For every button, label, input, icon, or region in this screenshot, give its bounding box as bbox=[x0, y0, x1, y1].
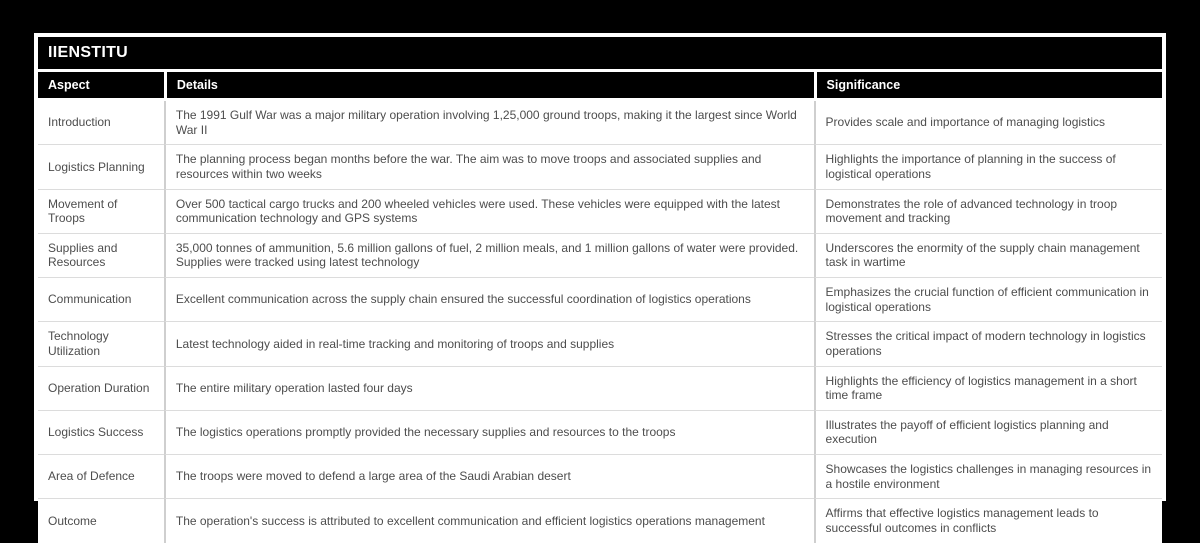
details-cell: The 1991 Gulf War was a major military operation involving 1,25,000 ground troops, making it the largest since World War II bbox=[164, 101, 814, 144]
table-header bbox=[38, 72, 1162, 101]
significance-cell: Highlights the importance of planning in the success of logistical operations bbox=[814, 144, 1162, 188]
details-cell: The troops were moved to defend a large area of the Saudi Arabian desert bbox=[164, 454, 814, 498]
table-row bbox=[38, 277, 1162, 321]
table-card bbox=[34, 33, 1166, 535]
aspect-cell: Supplies and Resources bbox=[38, 233, 164, 277]
logistics-table bbox=[38, 72, 1162, 543]
details-cell: 35,000 tonnes of ammunition, 5.6 million gallons of fuel, 2 million meals, and 1 million gallons of water were provided. Supplies were tracked using latest technology bbox=[164, 233, 814, 277]
significance-cell: Highlights the efficiency of logistics management in a short time frame bbox=[814, 366, 1162, 410]
table-row bbox=[38, 321, 1162, 365]
table-row bbox=[38, 233, 1162, 277]
column-header-details: Details bbox=[164, 72, 814, 101]
aspect-cell: Logistics Success bbox=[38, 410, 164, 454]
significance-cell: Demonstrates the role of advanced technology in troop movement and tracking bbox=[814, 189, 1162, 233]
table-row bbox=[38, 410, 1162, 454]
header-row bbox=[38, 72, 1162, 101]
table-body bbox=[38, 101, 1162, 543]
aspect-cell: Communication bbox=[38, 277, 164, 321]
column-header-aspect: Aspect bbox=[38, 72, 164, 101]
table-row bbox=[38, 189, 1162, 233]
aspect-cell: Outcome bbox=[38, 498, 164, 542]
aspect-cell: Technology Utilization bbox=[38, 321, 164, 365]
significance-cell: Emphasizes the crucial function of efficient communication in logistical operations bbox=[814, 277, 1162, 321]
aspect-cell: Area of Defence bbox=[38, 454, 164, 498]
title-bar bbox=[38, 37, 1162, 69]
details-cell: The planning process began months before the war. The aim was to move troops and associated supplies and resources within two weeks bbox=[164, 144, 814, 188]
table-row bbox=[38, 101, 1162, 144]
details-cell: Excellent communication across the supply chain ensured the successful coordination of logistics operations bbox=[164, 277, 814, 321]
significance-cell: Stresses the critical impact of modern technology in logistics operations bbox=[814, 321, 1162, 365]
table-row bbox=[38, 144, 1162, 188]
details-cell: The entire military operation lasted four days bbox=[164, 366, 814, 410]
details-cell: Over 500 tactical cargo trucks and 200 wheeled vehicles were used. These vehicles were equipped with the latest communication technology and GPS systems bbox=[164, 189, 814, 233]
details-cell: Latest technology aided in real-time tracking and monitoring of troops and supplies bbox=[164, 321, 814, 365]
aspect-cell: Operation Duration bbox=[38, 366, 164, 410]
aspect-cell: Movement of Troops bbox=[38, 189, 164, 233]
significance-cell: Provides scale and importance of managing logistics bbox=[814, 101, 1162, 144]
significance-cell: Illustrates the payoff of efficient logistics planning and execution bbox=[814, 410, 1162, 454]
details-cell: The logistics operations promptly provided the necessary supplies and resources to the troops bbox=[164, 410, 814, 454]
significance-cell: Affirms that effective logistics management leads to successful outcomes in conflicts bbox=[814, 498, 1162, 542]
column-header-significance: Significance bbox=[814, 72, 1162, 101]
details-cell: The operation's success is attributed to excellent communication and efficient logistics operations management bbox=[164, 498, 814, 542]
brand-title: IIENSTITU bbox=[48, 44, 129, 61]
aspect-cell: Introduction bbox=[38, 101, 164, 144]
table-row bbox=[38, 454, 1162, 498]
aspect-cell: Logistics Planning bbox=[38, 144, 164, 188]
table-row bbox=[38, 366, 1162, 410]
significance-cell: Underscores the enormity of the supply chain management task in wartime bbox=[814, 233, 1162, 277]
significance-cell: Showcases the logistics challenges in managing resources in a hostile environment bbox=[814, 454, 1162, 498]
